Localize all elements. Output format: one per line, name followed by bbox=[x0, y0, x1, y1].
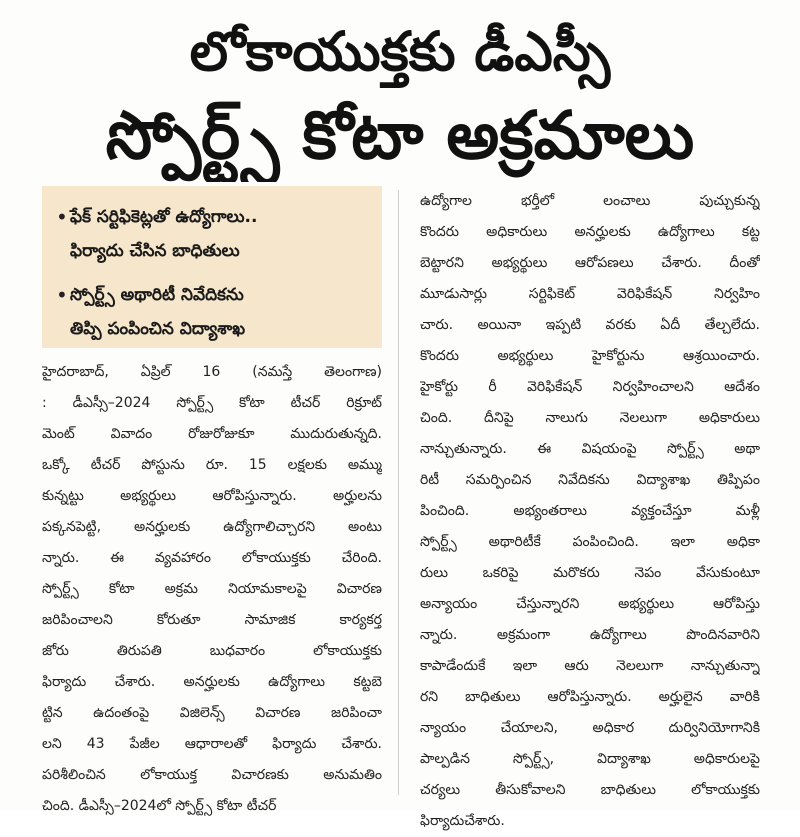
article-line: కున్నట్టు అభ్యర్థులు ఆరోపిస్తున్నారు. అర్హులను bbox=[42, 488, 382, 504]
article-line: చారు. అయినా ఇప్పటి వరకు ఏదీ తేల్చలేదు. bbox=[420, 317, 760, 333]
article-line: కొందరు అధికారులు అనర్హులకు ఉద్యోగాలు కట్ట bbox=[420, 224, 760, 240]
article-line: స్పోర్ట్స్ అథారిటీకే పంపించింది. ఇలా అధికా bbox=[420, 534, 760, 550]
article-line: న్నారు. ఈ వ్యవహారం లోకాయుక్తకు చేరింది. bbox=[42, 550, 382, 566]
bullet-icon: • bbox=[56, 283, 68, 307]
highlight-line: స్పోర్ట్స్ అథారిటీ నివేదికను bbox=[70, 285, 244, 305]
article-line: స్పోర్ట్స్ కోటా అక్రమ నియామకాలపై విచారణ bbox=[42, 581, 382, 597]
article-line: చింది. డీఎస్సీ–2024లో స్పోర్ట్స్ కోటా టీచర్ bbox=[42, 798, 277, 814]
article-line: కాపాడేందుకే ఇలా ఆరు నెలలుగా నాన్చుతున్నా bbox=[420, 658, 760, 674]
article-line: రని బాధితులు ఆరోపిస్తున్నారు. అర్హులైన వారికి bbox=[420, 689, 760, 705]
article-line: పక్కనపెట్టి, అనర్హులకు ఉద్యోగాలిచ్చారని అంటు bbox=[42, 519, 382, 535]
highlight-item bbox=[56, 200, 374, 268]
highlights-box bbox=[42, 186, 382, 348]
highlight-text bbox=[70, 200, 374, 268]
article-column-left bbox=[42, 357, 382, 822]
article-line: న్నారు. అక్రమంగా ఉద్యోగాలు పొందినవారిని bbox=[420, 627, 760, 643]
highlight-line: తిప్పి పంపించిన విద్యాశాఖ bbox=[70, 319, 246, 339]
highlight-text bbox=[70, 278, 374, 346]
article-line: కొందరు అభ్యర్థులు హైకోర్టును ఆశ్రయించారు. bbox=[420, 348, 760, 364]
column-divider bbox=[398, 190, 399, 795]
headline-line-1: లోకాయుక్తకు డీఎస్సీ bbox=[189, 20, 611, 83]
bullet-icon: • bbox=[56, 205, 68, 229]
article-line: బెట్టారని అభ్యర్థులు ఆరోపణలు చేశారు. దీంతో bbox=[420, 255, 760, 271]
article-line: రులు ఒకరిపై మరొకరు నెపం వేసుకుంటూ bbox=[420, 565, 760, 581]
highlight-line: ఫేక్ సర్టిఫికెట్లతో ఉద్యోగాలు.. bbox=[70, 207, 258, 227]
article-line: రిటీ సమర్పించిన నివేదికను విద్యాశాఖ తిప్పిపం bbox=[420, 472, 760, 488]
article-column-right bbox=[420, 186, 760, 837]
article-line: మూడుసార్లు సర్టిఫికెట్ వెరిఫికేషన్ నిర్వహిం bbox=[420, 286, 760, 302]
article-line: ఫిర్యాదు చేశారు. అనర్హులకు ఉద్యోగాలు కట్టబె bbox=[42, 674, 382, 690]
article-line: పించింది. అభ్యంతరాలు వ్యక్తంచేస్తూ మళ్లీ bbox=[420, 503, 760, 519]
article-line: పాల్పడిన స్పోర్ట్స్, విద్యాశాఖ అధికారులపై bbox=[420, 751, 760, 767]
article-line: చర్యలు తీసుకోవాలని బాధితులు లోకాయుక్తకు bbox=[420, 782, 760, 798]
article-line: న్యాయం చేయాలని, అధికార దుర్వినియోగానికి bbox=[420, 720, 760, 736]
headline-line-2: స్పోర్ట్స్ కోటా అక్రమాలు bbox=[105, 97, 695, 174]
article-line: : డీఎస్సీ–2024 స్పోర్ట్స్ కోటా టీచర్ రిక్రూట్ bbox=[42, 395, 382, 411]
highlight-line: ఫిర్యాదు చేసిన బాధితులు bbox=[70, 241, 240, 261]
article-line: జోరు తిరుపతి బుధవారం లోకాయుక్తకు bbox=[42, 643, 382, 659]
article-line: మెంట్ వివాదం రోజురోజుకూ ముదురుతున్నది. bbox=[42, 426, 382, 442]
article-line: ఒక్కో టీచర్ పోస్టును రూ. 15 లక్షలకు అమ్ము bbox=[42, 457, 382, 473]
article-line: హైదరాబాద్, ఏప్రిల్ 16 (నమస్తే తెలంగాణ) bbox=[42, 364, 382, 380]
article-line: హైకోర్టు రీ వెరిఫికేషన్ నిర్వహించాలని ఆదేశం bbox=[420, 379, 760, 395]
article-line: చింది. దీనిపై నాలుగు నెలలుగా అధికారులు bbox=[420, 410, 760, 426]
article-line: నాన్చుతున్నారు. ఈ విషయంపై స్పోర్ట్స్ అథా bbox=[420, 441, 760, 457]
article-line: ట్టిన ఉదంతంపై విజిలెన్స్ విచారణ జరిపించా bbox=[42, 705, 382, 721]
article-line: ఉద్యోగాల భర్తీలో లంచాలు పుచ్చుకున్న bbox=[420, 193, 760, 209]
article-line: లని 43 పేజీల ఆధారాలతో ఫిర్యాదు చేశారు. bbox=[42, 736, 382, 752]
article-line: ఫిర్యాదుచేశారు. bbox=[420, 813, 505, 829]
highlight-item bbox=[56, 278, 374, 346]
article-line: అన్యాయం చేస్తున్నారని అభ్యర్థులు ఆరోపిస్తు bbox=[420, 596, 760, 612]
article-line: పరిశీలించిన లోకాయుక్త విచారణకు అనుమతిం bbox=[42, 767, 382, 783]
article-line: జరిపించాలని కోరుతూ సామాజిక కార్యకర్త bbox=[42, 612, 382, 628]
